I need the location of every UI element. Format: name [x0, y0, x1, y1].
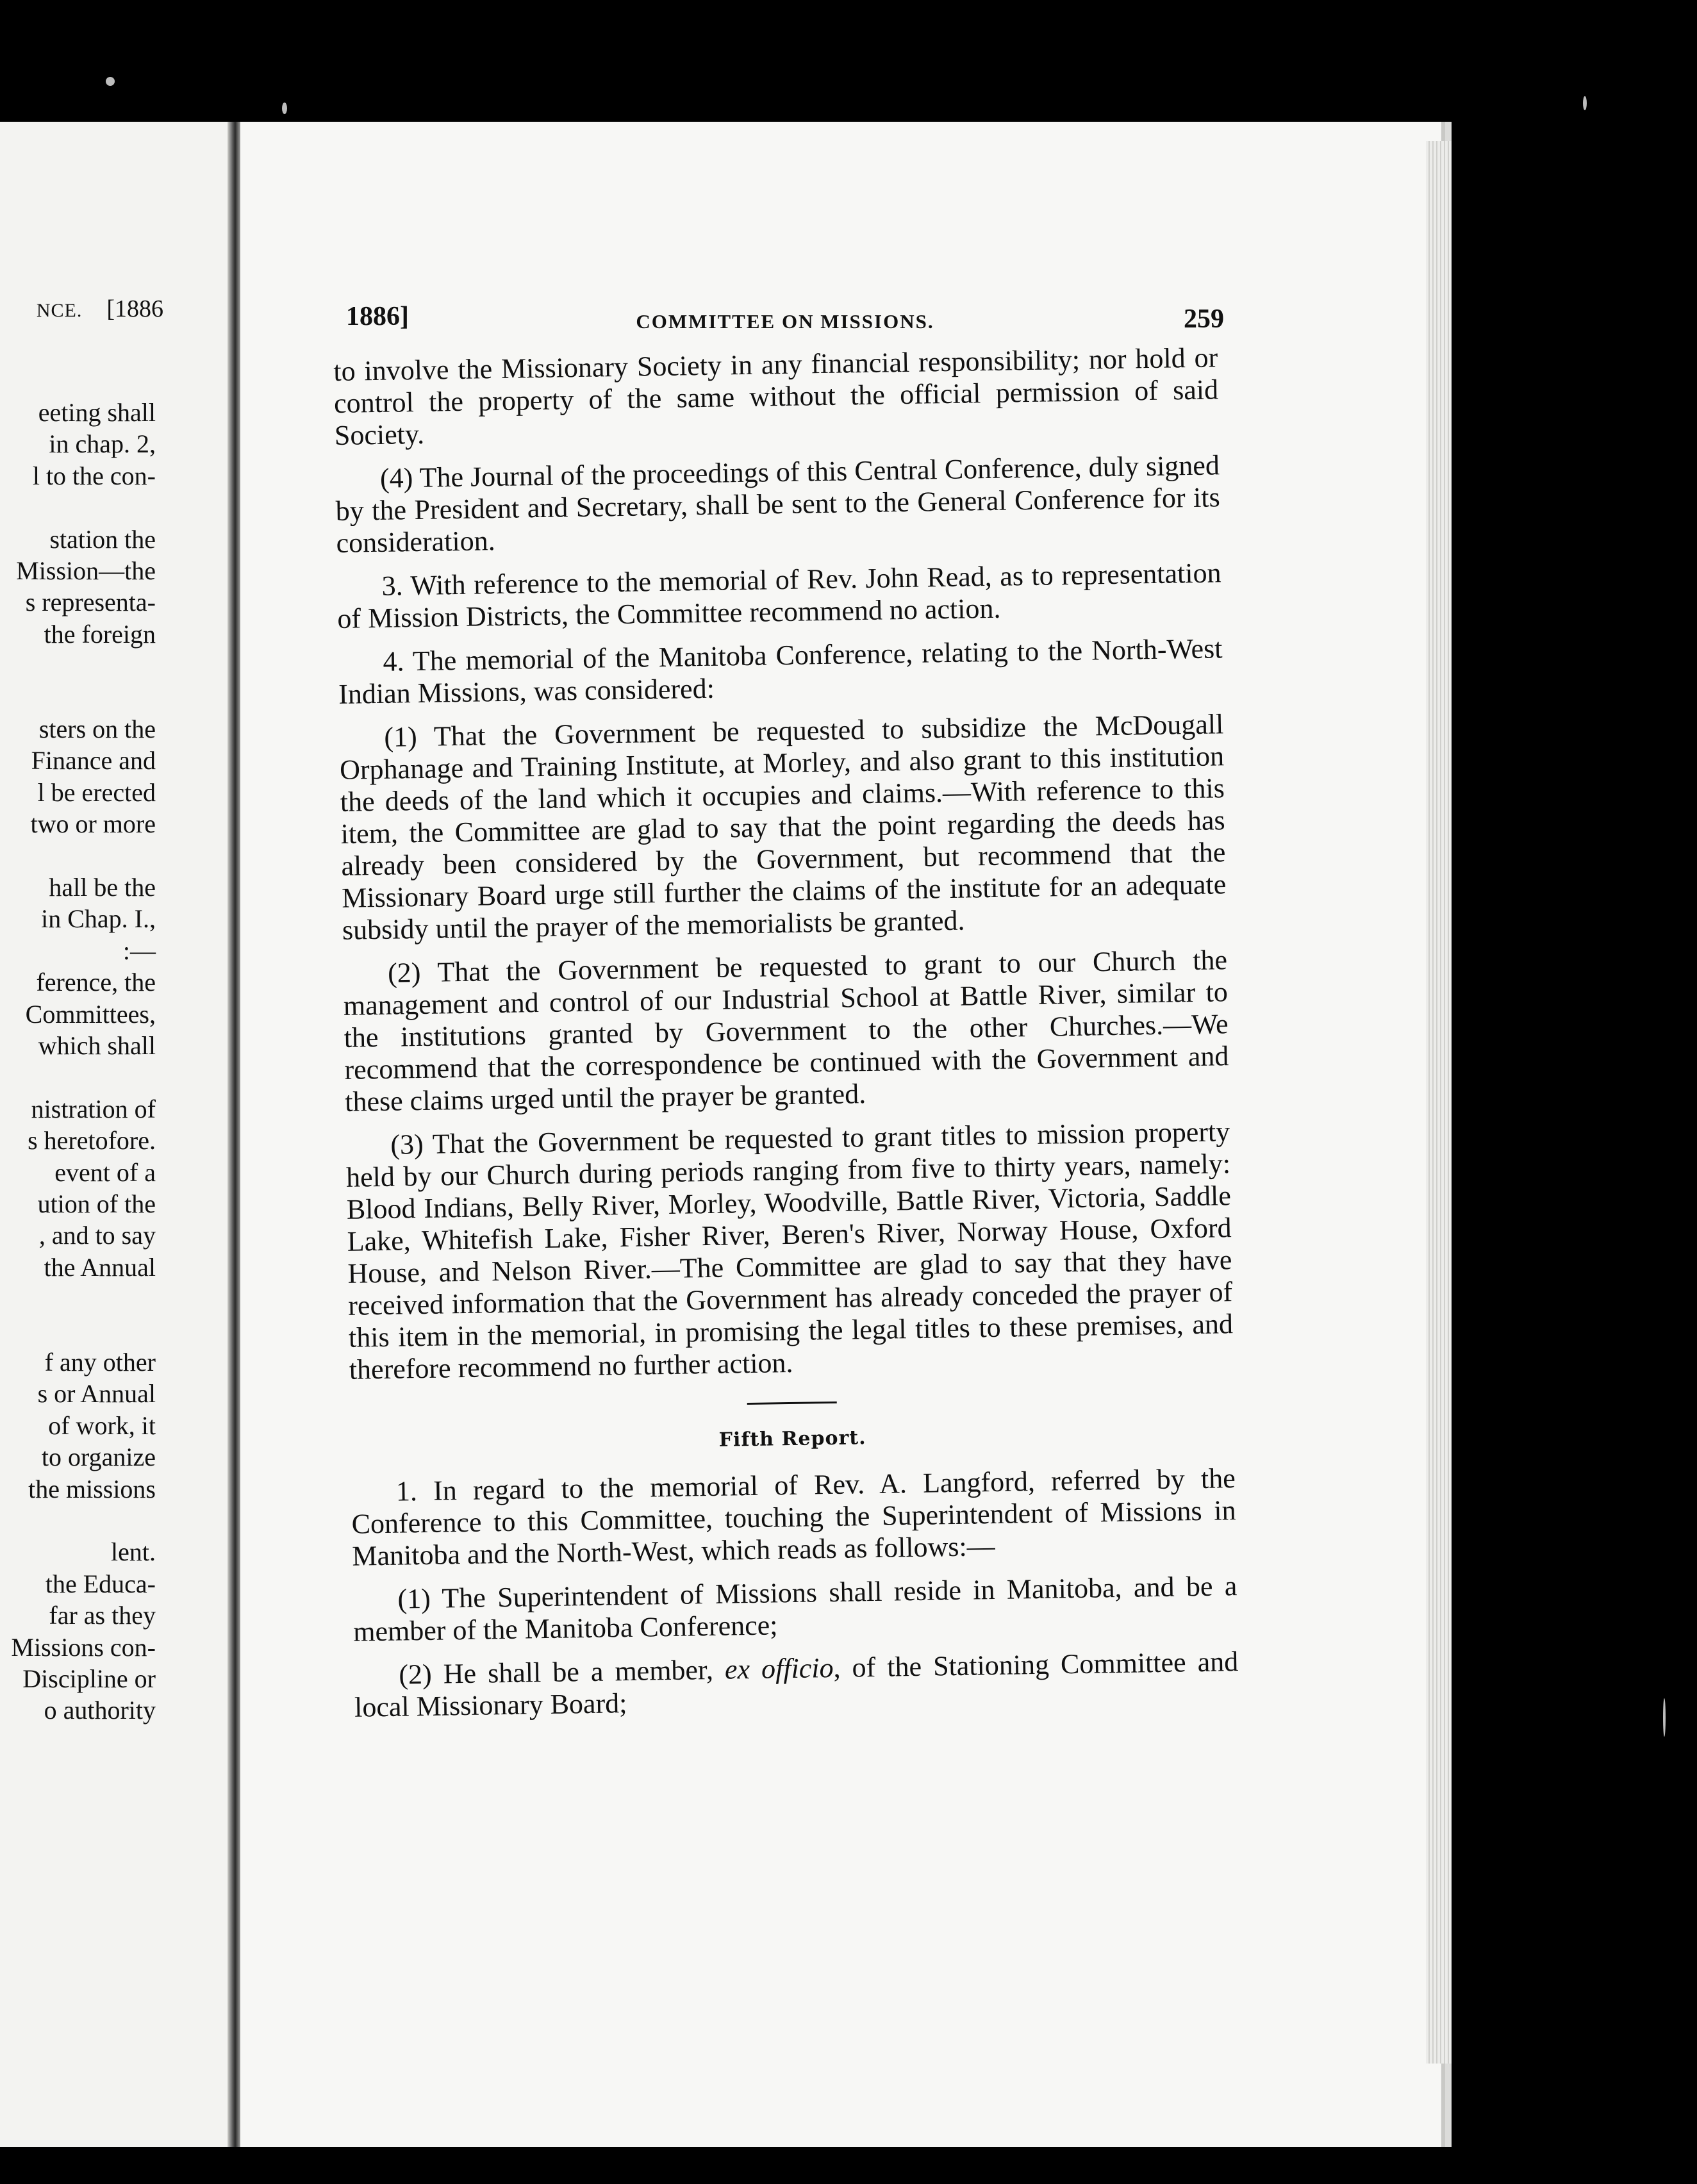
left-page-line: hall be the — [49, 873, 156, 902]
left-page-line: which shall — [38, 1031, 156, 1060]
paragraph-superintendent-2 — [354, 1646, 1239, 1724]
left-page-line: the Annual — [44, 1253, 156, 1282]
left-page-line: the Educa- — [45, 1569, 156, 1598]
background-speck — [106, 77, 115, 86]
italic-term: ex officio — [724, 1651, 834, 1685]
paragraph-item-3: 3. With reference to the memorial of Rev. John Read, as to representation of Mission Districts, the Committee recommend no action. — [337, 557, 1221, 634]
left-page-line: , and to say — [38, 1221, 156, 1250]
background-speck — [1663, 1698, 1666, 1737]
paragraph-text: , of the Stationing Committee and local Missionary Board; — [354, 1646, 1239, 1723]
left-page-line: Mission—the — [16, 556, 156, 585]
left-page-line: in chap. 2, — [49, 429, 156, 458]
left-page-line: Discipline or — [22, 1664, 156, 1693]
paragraph-text: (2) He shall be a member, — [398, 1653, 725, 1691]
left-page-line: event of a — [54, 1158, 156, 1187]
background-speck — [282, 103, 287, 114]
left-page-line: l to the con- — [32, 461, 156, 490]
paragraph-fifth-report-1: 1. In regard to the memorial of Rev. A. Langford, referred by the Conference to this Committee, touching the Superintendent of Missions in Manitoba and the North-West, which reads as follows:— — [351, 1462, 1236, 1572]
left-page-line: far as they — [49, 1601, 156, 1630]
left-running-head-year: [1886 — [106, 295, 163, 322]
running-head-title: COMMITTEE ON MISSIONS. — [636, 310, 934, 333]
left-page-line: the missions — [28, 1475, 156, 1503]
left-running-head — [0, 295, 163, 323]
left-page-line: the foreign — [44, 620, 156, 649]
left-page-line: o authority — [44, 1696, 156, 1725]
left-page-line: s or Annual — [37, 1379, 156, 1408]
left-page-fragment — [0, 122, 228, 2147]
paragraph-superintendent-1: (1) The Superintendent of Missions shall reside in Manitoba, and be a member of the Manitoba Conference; — [352, 1570, 1238, 1648]
left-page-line: Missions con- — [11, 1633, 156, 1662]
left-page-line: sters on the — [38, 715, 156, 743]
left-page-line: eeting shall — [38, 398, 156, 427]
paragraph-item-4: 4. The memorial of the Manitoba Conference, relating to the North-West Indian Missions, was considered: — [338, 633, 1223, 710]
paragraph-journal: (4) The Journal of the proceedings of this Central Conference, duly signed by the President and Secretary, shall be sent to the General Conference for its consideration. — [335, 449, 1221, 559]
left-page-line: two or more — [30, 809, 156, 838]
running-head-year: 1886] — [346, 302, 409, 331]
left-page-line: of work, it — [48, 1411, 156, 1440]
page-body — [333, 342, 1239, 1735]
page-edges — [1426, 141, 1452, 2064]
left-page-line: ference, the — [36, 968, 156, 997]
left-page-line: f any other — [44, 1348, 156, 1377]
left-page-line: in Chap. I., — [41, 904, 156, 933]
left-page-line: :— — [122, 936, 156, 965]
left-page-line: s heretofore. — [28, 1126, 156, 1155]
left-page-line: s representa- — [25, 588, 156, 616]
page-number: 259 — [1184, 304, 1224, 334]
paragraph-continuation: to involve the Missionary Society in any financial responsibility; nor hold or control the property of the same without the official permission of said Society. — [333, 342, 1219, 451]
running-head — [346, 301, 1224, 340]
left-page-line: Finance and — [31, 746, 156, 775]
left-page-line: to organize — [41, 1443, 156, 1471]
left-page-line: Committees, — [25, 1000, 156, 1029]
left-page-line: station the — [49, 525, 156, 554]
paragraph-subitem-1: (1) That the Government be requested to subsidize the McDougall Orphanage and Training Institute, at Morley, and also grant to this institution the deeds of the land which it occupies and claims.—With reference to this item, the Committee are glad to say that the point regarding the deeds has already been considered by the Government, but recommend that the Missionary Board urge still further the claims of the institute for an adequate subsidy until the prayer of the memorialists be granted. — [339, 708, 1227, 946]
left-page-line: ution of the — [37, 1189, 156, 1218]
section-divider — [747, 1402, 837, 1405]
book-gutter — [228, 122, 240, 2147]
left-page-line: l be erected — [37, 778, 156, 807]
background-speck — [1583, 96, 1587, 110]
left-running-head-title: NCE. — [36, 300, 83, 321]
left-page-line: lent. — [111, 1537, 156, 1566]
paragraph-subitem-2: (2) That the Government be requested to grant to our Church the management and control of our Industrial School at Battle River, similar to the institutions granted by Government to the other Churches.—We recommend that the correspondence be continued with the Government and these claims urged until the prayer be granted. — [343, 944, 1229, 1118]
left-page-line: nistration of — [31, 1095, 156, 1123]
paragraph-subitem-3: (3) That the Government be requested to grant titles to mission property held by our Church during periods ranging from five to thirty years, namely: Blood Indians, Belly River, Morley, Woodville, Battle River, Victoria, Saddle Lake, Whitefish Lake, Fisher River, Beren's River, Norway House, Oxford House, and Nelson River.—The Committee are glad to say that they have received information that the Government has already conceded the prayer of this item in the memorial, in promising the legal titles to these premises, and therefore recommend no further action. — [345, 1116, 1234, 1386]
section-title: Fifth Report. — [718, 1427, 866, 1452]
